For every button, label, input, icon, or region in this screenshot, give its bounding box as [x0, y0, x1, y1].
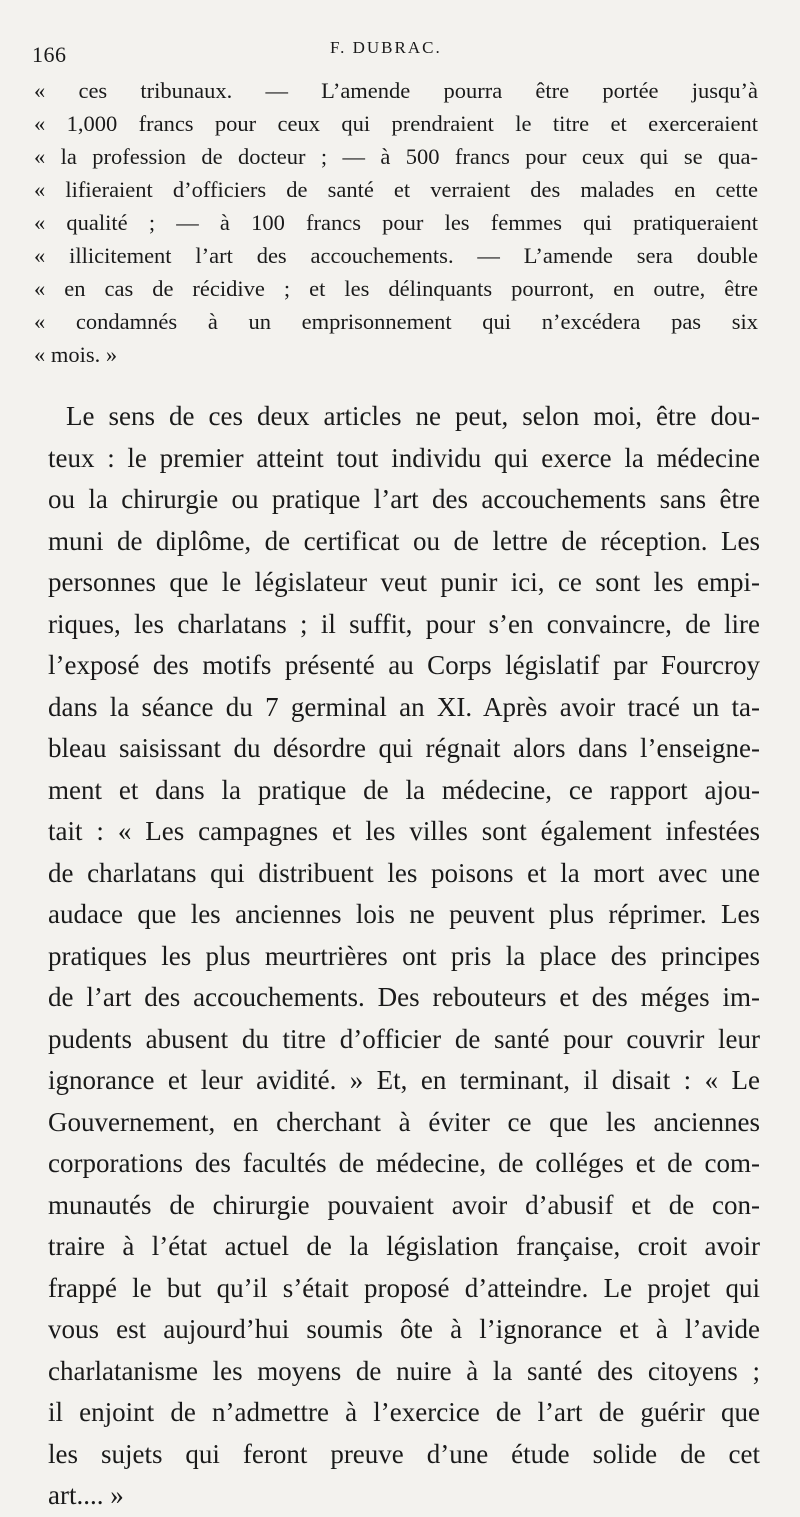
body-line: corporations des facultés de médecine, de colléges et de com- [48, 1148, 760, 1178]
body-line: vous est aujourd’hui soumis ôte à l’ignorance et à l’avide [48, 1314, 760, 1344]
body-line: frappé le but qu’il s’était proposé d’atteindre. Le projet qui [48, 1272, 760, 1303]
body-line: munautés de chirurgie pouvaient avoir d’abusif et de con- [48, 1189, 760, 1220]
body-line: pudents abusent du titre d’officier de santé pour couvrir leur [48, 1023, 760, 1054]
quote-line: « lifieraient d’officiers de santé et verraient des malades en cette [34, 177, 758, 202]
quote-line: « 1,000 francs pour ceux qui prendraient le titre et exerceraient [34, 111, 758, 136]
running-title: F. DUBRAC. [330, 38, 442, 57]
body-line: ou la chirurgie ou pratique l’art des accouchements sans être [48, 484, 760, 514]
body-line: dans la séance du 7 germinal an XI. Après avoir tracé un ta- [48, 691, 760, 722]
body-line: les sujets qui feront preuve d’une étude solide de cet [48, 1438, 760, 1469]
quote-line: « la profession de docteur ; — à 500 francs pour ceux qui se qua- [34, 144, 758, 169]
body-line: tait : « Les campagnes et les villes sont également infestées [48, 816, 760, 846]
body-line: muni de diplôme, de certificat ou de lettre de réception. Les [48, 525, 760, 556]
quoted-law-text [34, 74, 758, 371]
body-line: bleau saisissant du désordre qui régnait alors dans l’enseigne- [48, 733, 760, 763]
quote-line: « ces tribunaux. — L’amende pourra être portée jusqu’à [34, 78, 758, 103]
body-line: pratiques les plus meurtrières ont pris la place des principes [48, 940, 760, 971]
page-number: 166 [32, 42, 67, 67]
quote-line: « illicitement l’art des accouchements. — L’amende sera double [34, 243, 758, 268]
body-line: de l’art des accouchements. Des rebouteurs et des méges im- [48, 982, 760, 1012]
quote-line: « qualité ; — à 100 francs pour les femmes qui pratiqueraient [34, 210, 758, 235]
body-line: ignorance et leur avidité. » Et, en terminant, il disait : « Le [48, 1065, 760, 1095]
body-line: traire à l’état actuel de la législation française, croit avoir [48, 1231, 760, 1261]
body-line: Gouvernement, en cherchant à éviter ce que les anciennes [48, 1106, 760, 1137]
quote-line: « en cas de récidive ; et les délinquants pourront, en outre, être [34, 276, 758, 301]
body-line: charlatanisme les moyens de nuire à la santé des citoyens ; [48, 1355, 760, 1386]
body-line: audace que les anciennes lois ne peuvent plus réprimer. Les [48, 899, 760, 929]
body-line: il enjoint de n’admettre à l’exercice de l’art de guérir que [48, 1397, 760, 1427]
running-head [30, 36, 770, 70]
body-line: art.... » [48, 1480, 124, 1510]
body-line: ment et dans la pratique de la médecine, ce rapport ajou- [48, 774, 760, 805]
body-line: riques, les charlatans ; il suffit, pour s’en convaincre, de lire [48, 608, 760, 639]
body-line: l’exposé des motifs présenté au Corps législatif par Fourcroy [48, 650, 760, 680]
body-line: personnes que le législateur veut punir ici, ce sont les empi- [48, 567, 760, 597]
body-line: de charlatans qui distribuent les poisons et la mort avec une [48, 857, 760, 888]
quote-line: « condamnés à un emprisonnement qui n’excédera pas six [34, 309, 758, 334]
quote-line: « mois. » [34, 342, 118, 367]
body-line: teux : le premier atteint tout individu qui exerce la médecine [48, 442, 760, 473]
body-line: Le sens de ces deux articles ne peut, selon moi, être dou- [66, 401, 760, 431]
body-paragraph [48, 396, 760, 1517]
